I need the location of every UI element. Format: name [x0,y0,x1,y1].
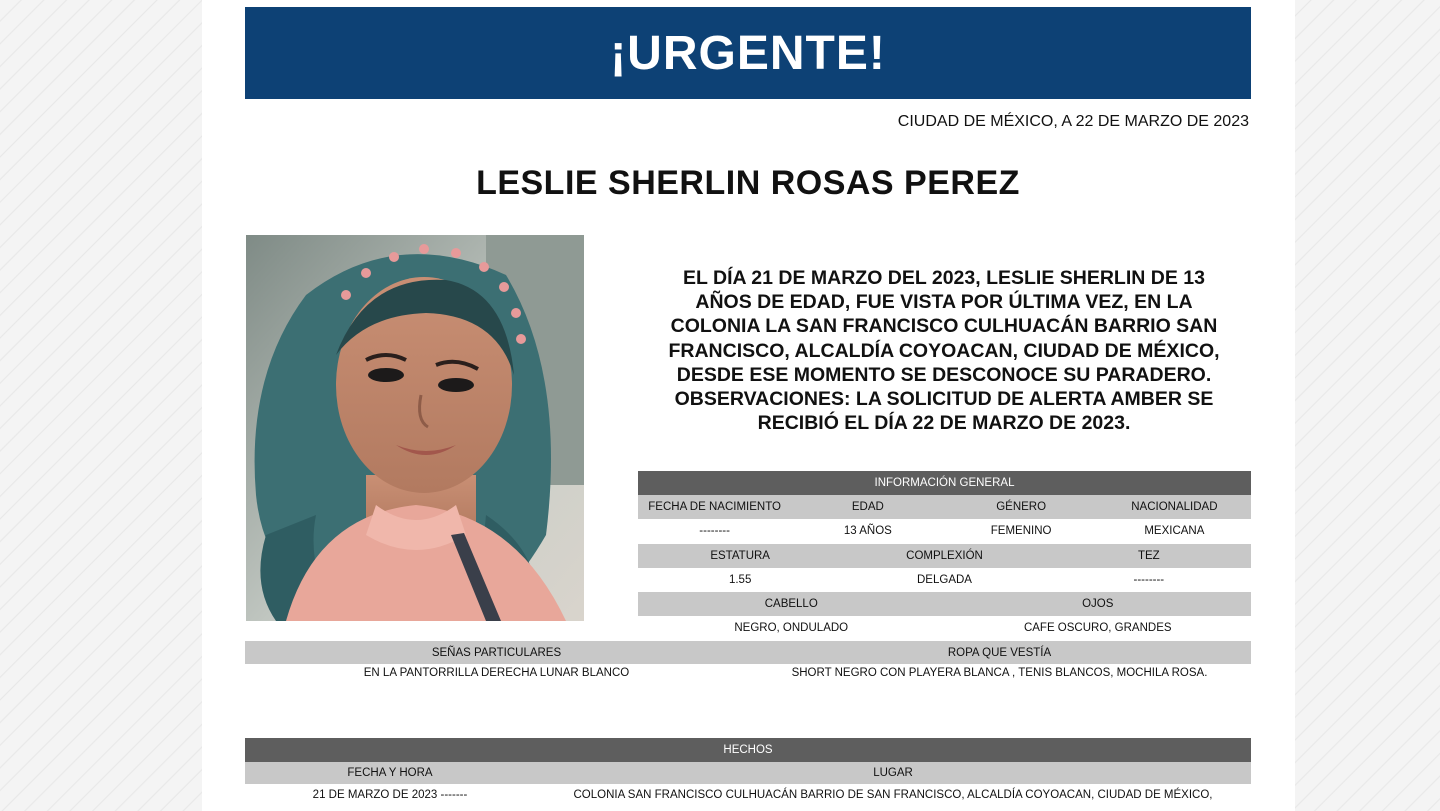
height-value: 1.55 [638,568,842,592]
info-row-2 [638,544,1251,592]
eyes-header: OJOS [945,592,1252,616]
eyes-value: CAFE OSCURO, GRANDES [945,616,1252,640]
gender-header: GÉNERO [945,495,1098,519]
complexion-header: TEZ [1047,544,1251,568]
clothing-value: SHORT NEGRO CON PLAYERA BLANCA , TENIS BLANCOS, MOCHILA ROSA. [748,664,1251,681]
details-table [245,641,1251,681]
narrative-line: DESDE ESE MOMENTO SE DESCONOCE SU PARADERO. [676,363,1212,386]
info-row-3 [638,592,1251,640]
hair-value: NEGRO, ONDULADO [638,616,945,640]
urgent-banner: ¡URGENTE! [245,7,1251,99]
case-narrative [638,266,1250,435]
hair-header: CABELLO [638,592,945,616]
build-header: COMPLEXIÓN [842,544,1046,568]
missing-person-photo [246,235,584,621]
date-time-value: 21 DE MARZO DE 2023 ------- [245,784,535,805]
birthdate-value: -------- [638,519,791,543]
info-row-1 [638,495,1251,543]
portrait-illustration [246,235,584,621]
place-value: COLONIA SAN FRANCISCO CULHUACÁN BARRIO DE SAN FRANCISCO, ALCALDÍA COYOACAN, CIUDAD DE MÉXICO, [535,784,1251,805]
date-time-header: FECHA Y HORA [245,762,535,784]
facts-table [245,762,1251,805]
general-info-table [638,471,1251,495]
height-header: ESTATURA [638,544,842,568]
complexion-value: -------- [1047,568,1251,592]
nationality-header: NACIONALIDAD [1098,495,1251,519]
narrative-line: COLONIA LA SAN FRANCISCO CULHUACÁN BARRIO SAN [670,315,1218,338]
dateline: CIUDAD DE MÉXICO, A 22 DE MARZO DE 2023 [897,113,1249,130]
marks-value: EN LA PANTORRILLA DERECHA LUNAR BLANCO [245,664,748,681]
narrative-line: EL DÍA 21 DE MARZO DEL 2023, LESLIE SHERLIN DE 13 [683,267,1205,289]
narrative-line: FRANCISCO, ALCALDÍA COYOACAN, CIUDAD DE MÉXICO, [668,339,1220,362]
marks-header: SEÑAS PARTICULARES [245,641,748,664]
gender-value: FEMENINO [945,519,1098,543]
facts-title: HECHOS [245,738,1251,762]
general-info-title: INFORMACIÓN GENERAL [638,471,1251,495]
facts-title-table [245,738,1251,762]
narrative-line: RECIBIÓ EL DÍA 22 DE MARZO DE 2023. [757,412,1131,435]
nationality-value: MEXICANA [1098,519,1251,543]
narrative-line: AÑOS DE EDAD, FUE VISTA POR ÚLTIMA VEZ, EN LA [695,291,1193,314]
place-header: LUGAR [535,762,1251,784]
birthdate-header: FECHA DE NACIMIENTO [638,495,791,519]
clothing-header: ROPA QUE VESTÍA [748,641,1251,664]
person-name: LESLIE SHERLIN ROSAS PEREZ [476,164,1020,202]
narrative-line: OBSERVACIONES: LA SOLICITUD DE ALERTA AMBER SE [674,388,1214,411]
age-value: 13 AÑOS [791,519,944,543]
build-value: DELGADA [842,568,1046,592]
age-header: EDAD [791,495,944,519]
